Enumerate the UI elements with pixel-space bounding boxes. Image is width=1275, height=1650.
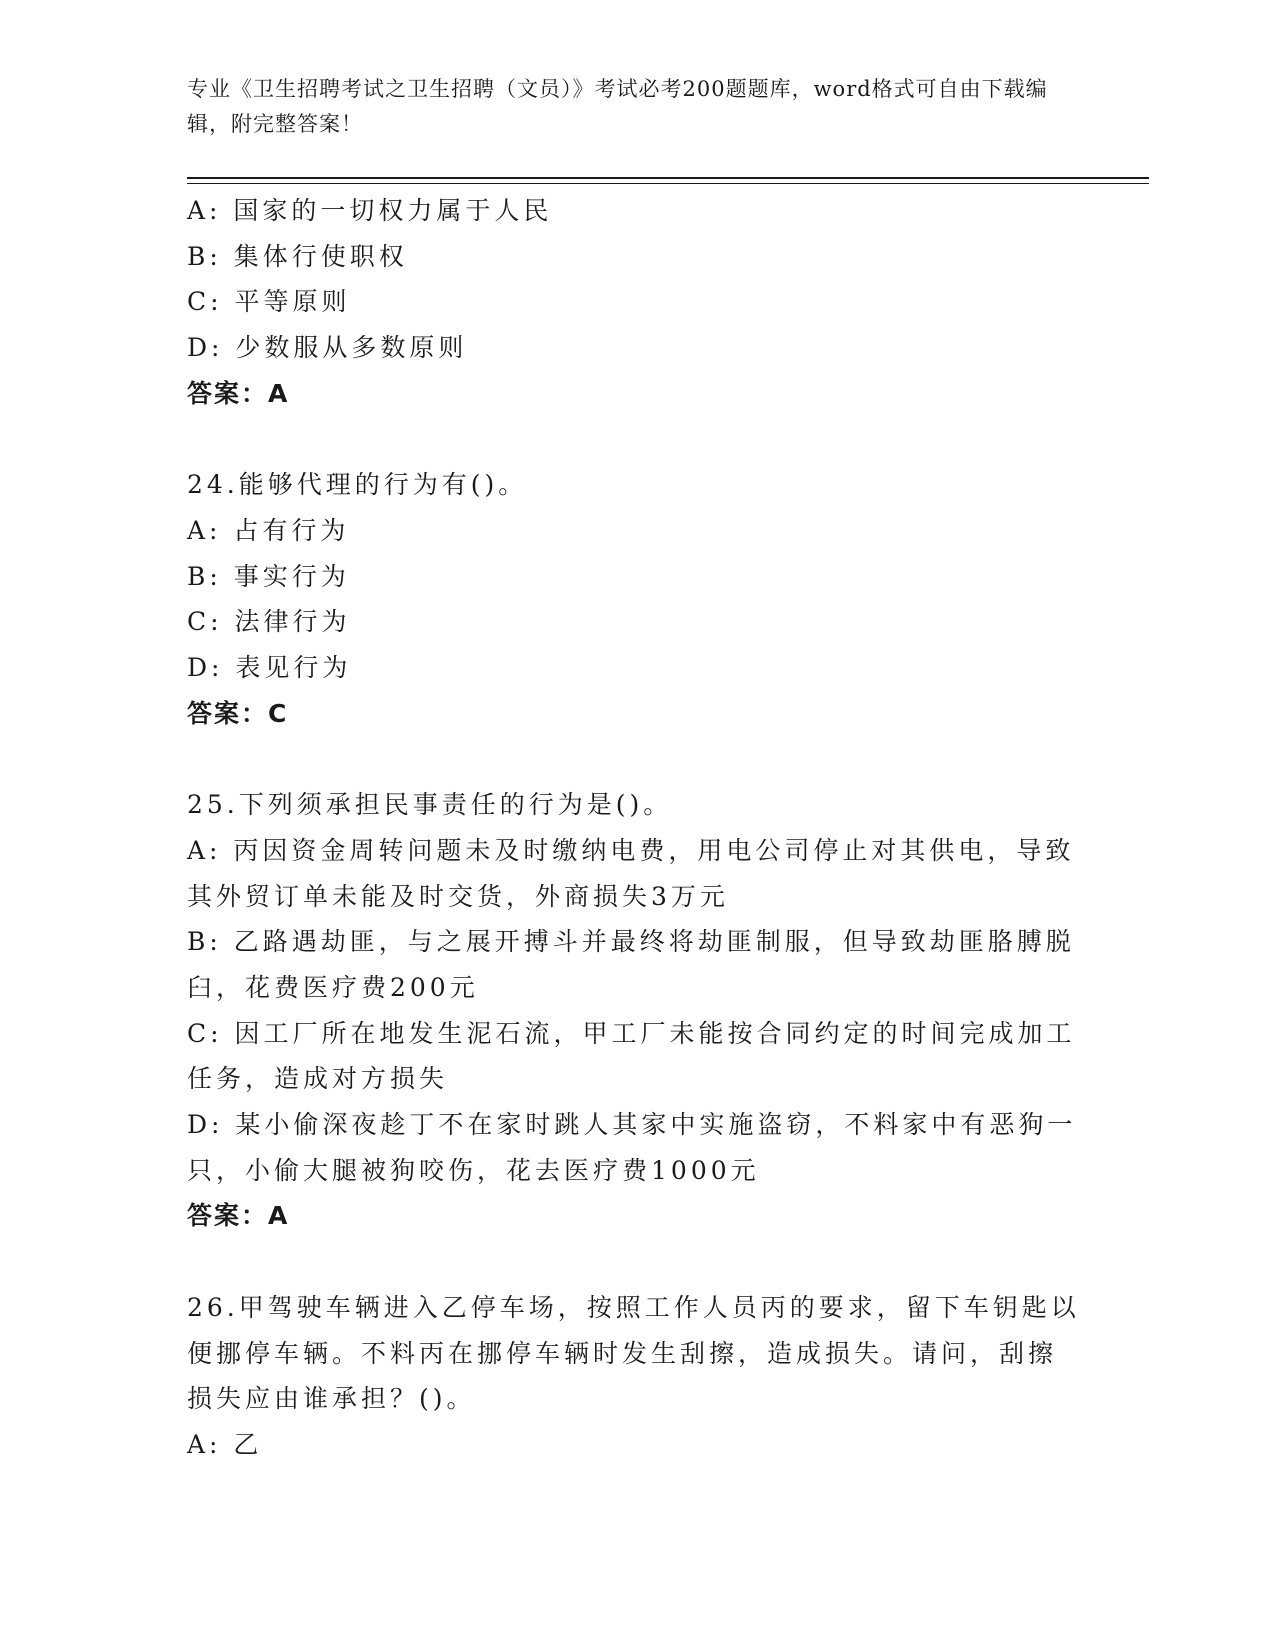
option-d-line-2: 只，小偷大腿被狗咬伤，花去医疗费1000元 [187,1155,760,1185]
option-a: A: 乙 [187,1429,263,1459]
answer-line: 答案：A [187,378,290,408]
option-c-line-1: C: 因工厂所在地发生泥石流，甲工厂未能按合同约定的时间完成加工 [187,1018,1076,1048]
question-text: 25.下列须承担民事责任的行为是()。 [187,790,673,820]
option-b: B: 事实行为 [187,561,350,591]
option-c: C: 平等原则 [187,287,351,317]
option-a-line-1: A: 丙因资金周转问题未及时缴纳电费，用电公司停止对其供电，导致 [187,835,1075,865]
question-24 [187,462,1077,736]
option-c-line-2: 任务，造成对方损失 [187,1064,449,1094]
document-header [187,72,1067,142]
question-list [187,188,1080,1468]
header-rule-thin [187,183,1149,184]
answer-line: 答案：C [187,698,289,728]
spacer [187,1239,1077,1285]
question-23 [187,188,1077,417]
option-a: A: 占有行为 [187,515,350,545]
option-d: D: 少数服从多数原则 [187,333,468,363]
option-b-line-2: 臼，花费医疗费200元 [187,972,479,1002]
option-d-line-1: D: 某小偷深夜趁丁不在家时跳人其家中实施盗窃，不料家中有恶狗一 [187,1110,1077,1140]
option-b: B: 集体行使职权 [187,241,408,271]
question-text-line-3: 损失应由谁承担？()。 [187,1384,476,1414]
option-a-line-2: 其外贸订单未能及时交货，外商损失3万元 [187,881,729,911]
question-26 [187,1285,1080,1468]
question-25 [187,782,1077,1239]
option-d: D: 表见行为 [187,653,352,683]
spacer [187,736,1077,782]
header-title: 专业《卫生招聘考试之卫生招聘（文员）》考试必考200题题库，word格式可自由下载编辑，附完整答案！ [187,77,1048,136]
answer-line: 答案：A [187,1201,290,1231]
spacer [187,417,1077,463]
option-a: A: 国家的一切权力属于人民 [187,196,553,225]
question-text-line-2: 便挪停车辆。不料丙在挪停车辆时发生刮擦，造成损失。请问，刮擦 [187,1338,1058,1368]
header-rule-thick [187,177,1149,179]
question-text-line-1: 26.甲驾驶车辆进入乙停车场，按照工作人员丙的要求，留下车钥匙以 [187,1292,1080,1322]
option-c: C: 法律行为 [187,607,351,637]
option-b-line-1: B: 乙路遇劫匪，与之展开搏斗并最终将劫匪制服，但导致劫匪胳膊脱 [187,927,1075,957]
question-text: 24.能够代理的行为有()。 [187,470,528,500]
